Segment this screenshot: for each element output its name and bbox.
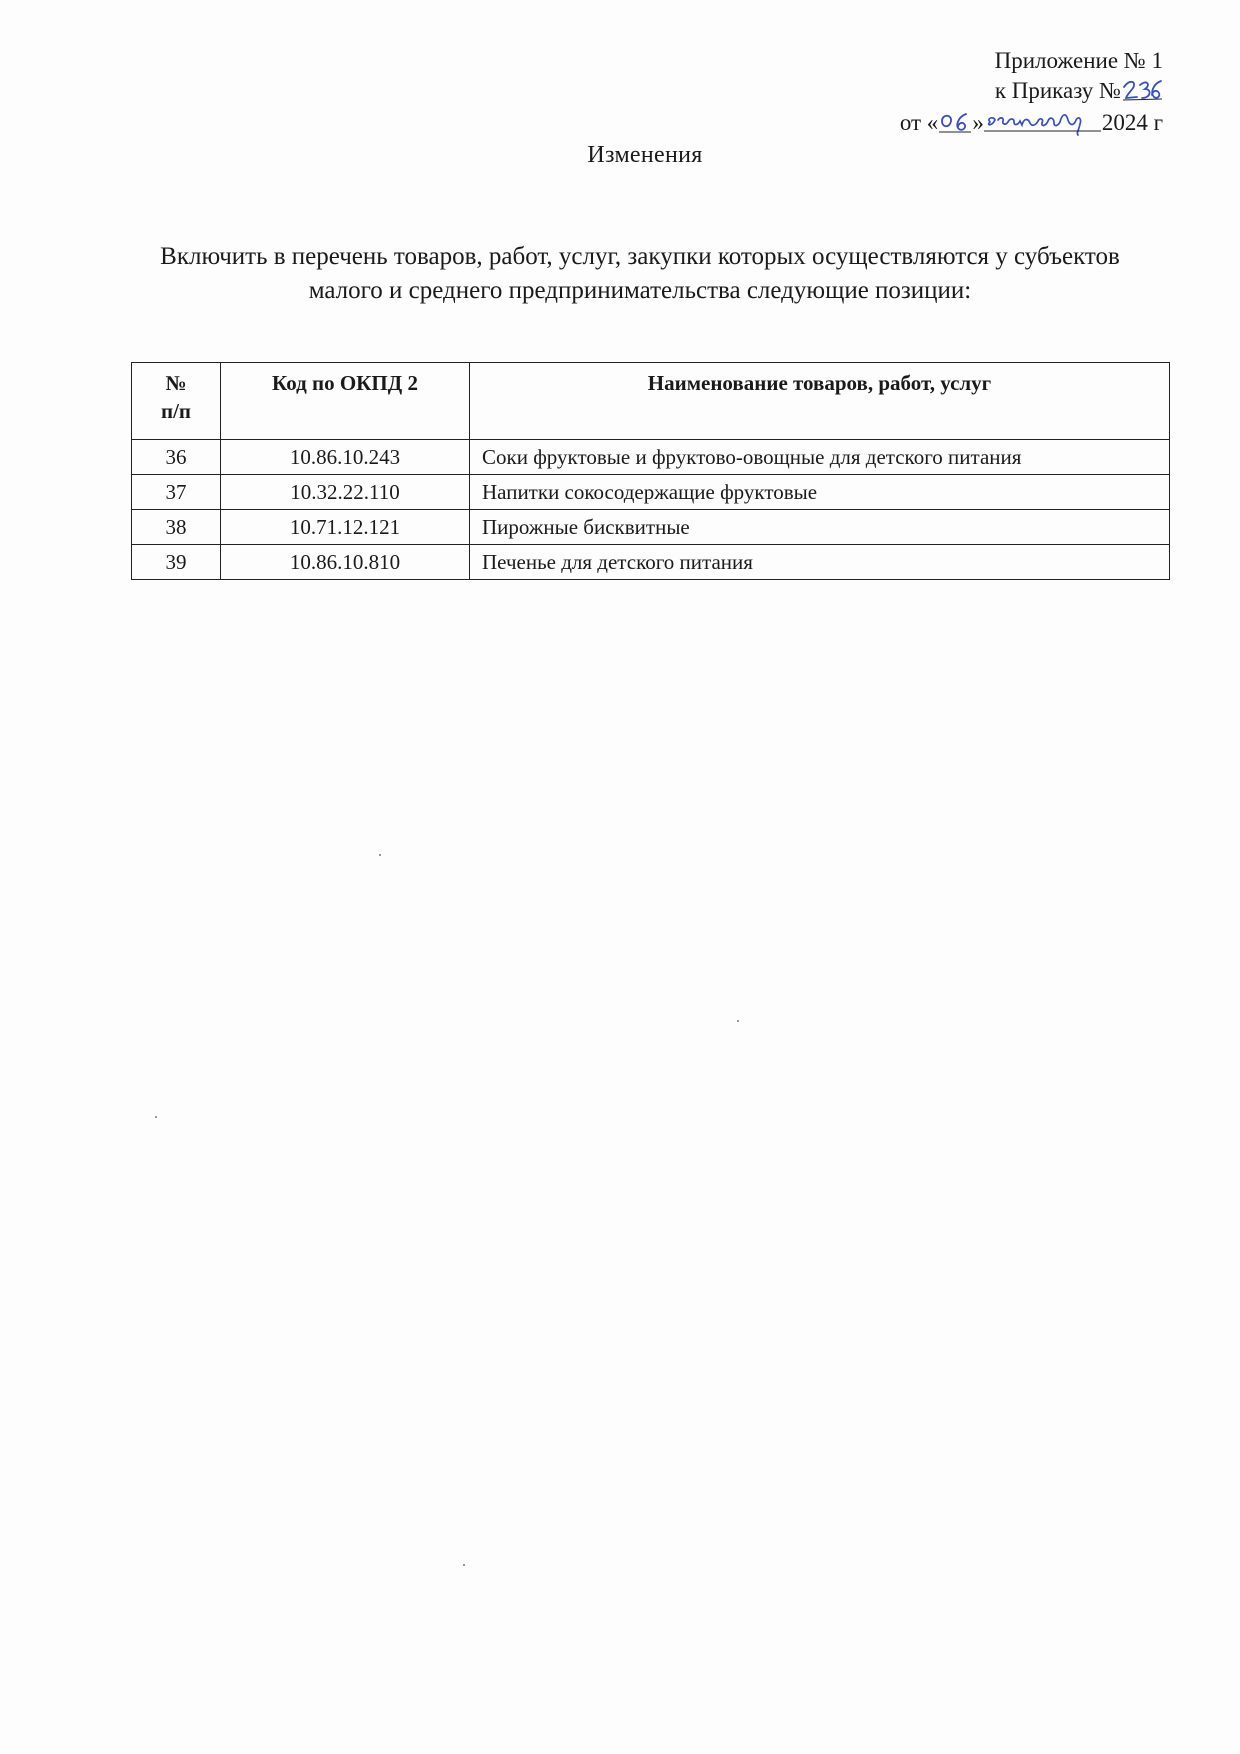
row-num: 39 <box>132 545 221 580</box>
table-row <box>132 510 1170 545</box>
row-name: Печенье для детского питания <box>470 545 1170 580</box>
handwritten-month <box>984 106 1102 136</box>
row-num: 38 <box>132 510 221 545</box>
header-num-line1: № <box>165 371 187 395</box>
row-code: 10.71.12.121 <box>221 510 470 545</box>
row-code: 10.32.22.110 <box>221 475 470 510</box>
row-name: Пирожные бисквитные <box>470 510 1170 545</box>
table-row <box>132 475 1170 510</box>
scan-speck <box>155 1116 157 1118</box>
order-date <box>900 106 1163 138</box>
annex-label: Приложение № 1 <box>994 48 1163 73</box>
scan-speck <box>463 1564 465 1566</box>
date-prefix: от « <box>899 110 939 135</box>
document-title: Изменения <box>587 142 703 168</box>
row-name: Напитки сокосодержащие фруктовые <box>470 475 1170 510</box>
intro-paragraph: Включить в перечень товаров, работ, услуг, закупки которых осуществляются у субъектов малого и среднего предпринимательства следующие позиции: <box>160 243 1120 304</box>
handwritten-day <box>938 109 972 135</box>
header-num-line2: п/п <box>160 399 192 423</box>
row-code: 10.86.10.810 <box>221 545 470 580</box>
handwritten-order-number <box>1121 77 1163 103</box>
table-row <box>132 440 1170 475</box>
scan-speck <box>737 1020 739 1022</box>
row-num: 37 <box>132 475 221 510</box>
date-year: 2024 г <box>1101 110 1163 135</box>
header-name: Наименование товаров, работ, услуг <box>470 363 1170 440</box>
row-name: Соки фруктовые и фруктово-овощные для детского питания <box>470 440 1170 475</box>
items-table <box>131 362 1170 580</box>
row-code: 10.86.10.243 <box>221 440 470 475</box>
header-code: Код по ОКПД 2 <box>221 363 470 440</box>
row-num: 36 <box>132 440 221 475</box>
order-prefix: к Приказу № <box>994 78 1121 103</box>
scan-speck <box>379 854 381 856</box>
annex-header <box>900 46 1163 138</box>
table-row <box>132 545 1170 580</box>
table-header-row <box>132 363 1170 440</box>
date-mid: » <box>972 110 984 135</box>
order-reference <box>900 76 1163 106</box>
header-num <box>132 363 221 440</box>
